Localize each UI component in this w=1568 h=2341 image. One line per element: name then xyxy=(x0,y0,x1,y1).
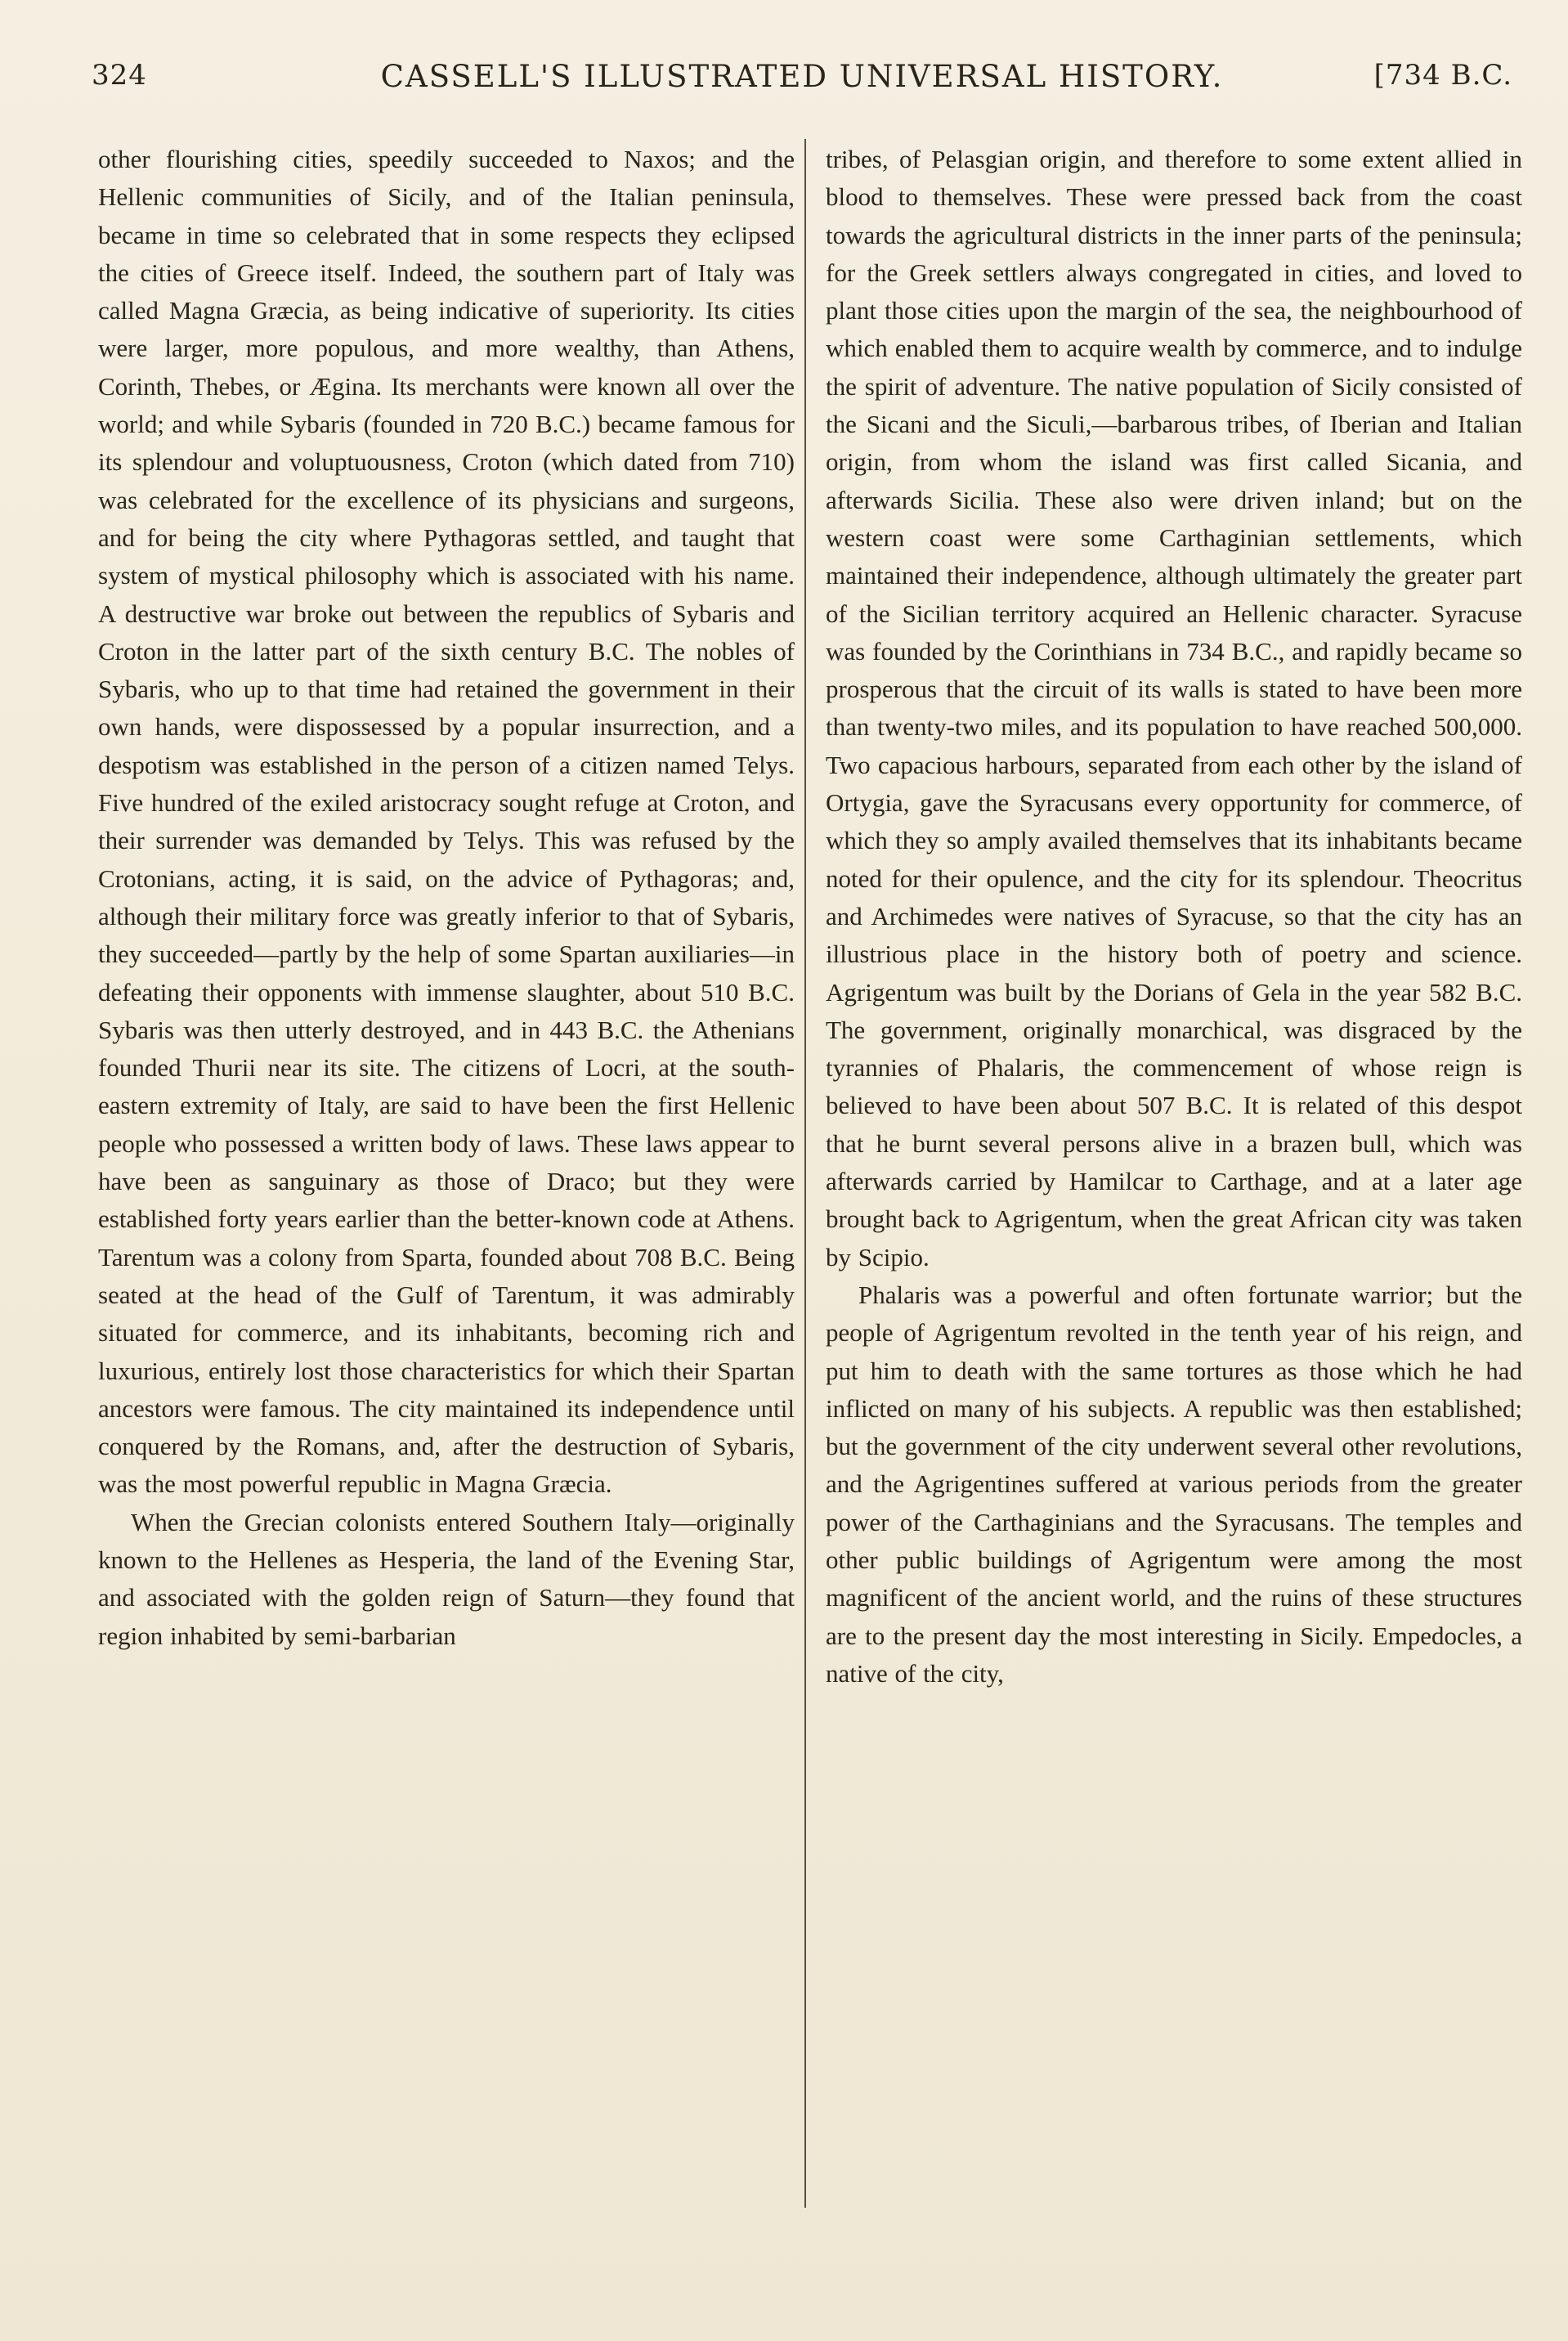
page-number: 324 xyxy=(92,59,147,92)
date-range: [734 B.C. xyxy=(1373,59,1512,92)
left-paragraph-2: When the Grecian colonists entered Southern Italy—originally known to the Hellenes as Hesperia, the land of the Evening Star, and associated with the golden reign of Saturn—they found that region inhabited by semi-barbarian xyxy=(98,1507,795,1650)
left-paragraph-1: other flourishing cities, speedily succeeded to Naxos; and the Hellenic communities of Sicily, and of the Italian peninsula, became in time so celebrated that in some respects they eclipsed the cities of Greece itself. Indeed, the southern part of Italy was called Magna Græcia, as being indicative of superiority. Its cities were larger, more populous, and more wealthy, than Athens, Corinth, Thebes, or Ægina. Its merchants were known all over the world; and while Sybaris (founded in 720 B.C.) became famous for its splendour and voluptuousness, Croton (which dated from 710) was celebrated for the excellence of its physicians and surgeons, and for being the city where Pythagoras settled, and taught that system of mystical philosophy which is associated with his name. A destructive war broke out between the republics of Sybaris and Croton in the latter part of the sixth century B.C. The nobles of Sybaris, who up to that time had retained the government in their own hands, were dispossessed by a popular insurrection, and a despotism was established in the person of a citizen named Telys. Five hundred of the exiled aristocracy sought refuge at Croton, and their surrender was demanded by Telys. This was refused by the Crotonians, acting, it is said, on the advice of Pythagoras; and, although their military force was greatly inferior to that of Sybaris, they succeeded—partly by the help of some Spartan auxiliaries—in defeating their opponents with immense slaughter, about 510 B.C. Sybaris was then utterly destroyed, and in 443 B.C. the Athenians founded Thurii near its site. The citizens of Locri, at the south-eastern extremity of Italy, are said to have been the first Hellenic people who possessed a written body of laws. These laws appear to have been as sanguinary as those of Draco; but they were established forty years earlier than the better-known code at Athens. Tarentum was a colony from Sparta, founded about 708 B.C. Being seated at the head of the Gulf of Tarentum, it was admirably situated for commerce, and its inhabitants, becoming rich and luxurious, entirely lost those characteristics for which their Spartan ancestors were famous. The city maintained its independence until conquered by the Romans, and, after the destruction of Sybaris, was the most powerful republic in Magna Græcia. xyxy=(98,145,795,1499)
running-header xyxy=(92,59,1512,108)
right-paragraph-2: Phalaris was a powerful and often fortunate warrior; but the people of Agrigentum revolted in the tenth year of his reign, and put him to death with the same tortures as those which he had inflicted on many of his subjects. A republic was then established; but the government of the city underwent several other revolutions, and the Agrigentines suffered at various periods from the greater power of the Carthaginians and the Syracusans. The temples and other public buildings of Agrigentum were among the most magnificent of the ancient world, and the ruins of these structures are to the present day the most interesting in Sicily. Empedocles, a native of the city, xyxy=(826,1280,1522,1688)
left-column xyxy=(98,141,795,2209)
right-paragraph-1: tribes, of Pelasgian origin, and therefore to some extent allied in blood to themselves. These were pressed back from the coast towards the agricultural districts in the inner parts of the peninsula; for the Greek settlers always congregated in cities, and loved to plant those cities upon the margin of the sea, the neighbourhood of which enabled them to acquire wealth by commerce, and to indulge the spirit of adventure. The native population of Sicily consisted of the Sicani and the Siculi,—barbarous tribes, of Iberian and Italian origin, from whom the island was first called Sicania, and afterwards Sicilia. These also were driven inland; but on the western coast were some Carthaginian settlements, which maintained their independence, although ultimately the greater part of the Sicilian territory acquired an Hellenic character. Syracuse was founded by the Corinthians in 734 B.C., and rapidly became so prosperous that the circuit of its walls is stated to have been more than twenty-two miles, and its population to have reached 500,000. Two capacious harbours, separated from each other by the island of Ortygia, gave the Syracusans every opportunity for commerce, of which they so amply availed themselves that its inhabitants became noted for their opulence, and the city for its splendour. Theocritus and Archimedes were natives of Syracuse, so that the city has an illustrious place in the history both of poetry and science. Agrigentum was built by the Dorians of Gela in the year 582 B.C. The government, originally monarchical, was disgraced by the tyrannies of Phalaris, the commencement of whose reign is believed to have been about 507 B.C. It is related of this despot that he burnt several persons alive in a brazen bull, which was afterwards carried by Hamilcar to Carthage, and at a later age brought back to Agrigentum, when the great African city was taken by Scipio. xyxy=(826,145,1522,1271)
running-title: CASSELL'S ILLUSTRATED UNIVERSAL HISTORY. xyxy=(380,59,1224,94)
right-column xyxy=(826,141,1522,2209)
column-divider xyxy=(804,139,806,2208)
